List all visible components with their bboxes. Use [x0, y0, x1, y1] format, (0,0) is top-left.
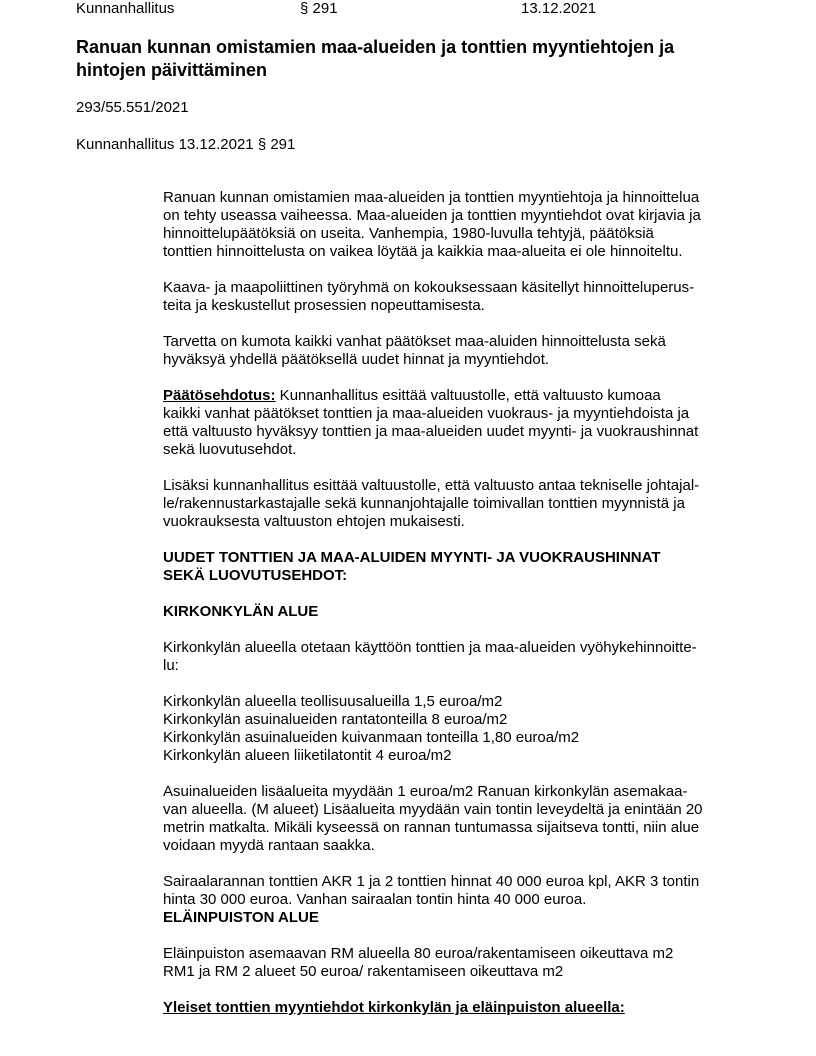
- title-line: hintojen päivittäminen: [76, 60, 268, 80]
- text-line: Tarvetta on kumota kaikki vanhat päätökset maa-aluiden hinnoittelusta sekä: [163, 333, 666, 350]
- text-line: [163, 387, 763, 405]
- text-line: on tehty useassa vaiheessa. Maa-alueiden ja tonttien myyntiehdot ovat kirjavia ja: [163, 207, 701, 224]
- paragraph-zoo-area: [163, 945, 763, 981]
- header-date: 13.12.2021: [521, 0, 597, 17]
- text-line: tonttien hinnoittelusta on vaikea löytää ja kaikkia maa-alueita ei ole hinnoiteltu.: [163, 243, 683, 260]
- text-line: sekä luovutusehdot.: [163, 441, 297, 458]
- paragraph-need: [163, 333, 763, 369]
- text-line: Eläinpuiston asemaavan RM alueella 80 euroa/rakentamiseen oikeuttava m2: [163, 945, 674, 962]
- section-heading-kirkonkyla: KIRKONKYLÄN ALUE: [163, 603, 319, 620]
- meeting-reference: Kunnanhallitus 13.12.2021 § 291: [76, 136, 296, 153]
- proposal-label: Päätösehdotus:: [163, 387, 276, 404]
- text-line: kaikki vanhat päätökset tonttien ja maa-alueiden vuokraus- ja myyntiehdoista ja: [163, 405, 690, 422]
- price-item: Kirkonkylän alueen liiketilatontit 4 euroa/m2: [163, 747, 452, 764]
- paragraph-additional-areas: [163, 783, 763, 855]
- paragraph-working-group: [163, 279, 763, 315]
- paragraph-proposal: [163, 387, 763, 459]
- price-list: [163, 693, 763, 765]
- section-heading-elainpuisto: ELÄINPUISTON ALUE: [163, 909, 319, 926]
- document-body: [163, 189, 763, 1017]
- text-line: RM1 ja RM 2 alueet 50 euroa/ rakentamiseen oikeuttava m2: [163, 963, 564, 980]
- paragraph-hospital-plots: [163, 873, 763, 909]
- text-line: Kaava- ja maapoliittinen työryhmä on kokouksessaan käsitellyt hinnoitteluperus-: [163, 279, 695, 296]
- text-line: Sairaalarannan tonttien AKR 1 ja 2 tonttien hinnat 40 000 euroa kpl, AKR 3 tontin: [163, 873, 700, 890]
- price-item: Kirkonkylän asuinalueiden kuivanmaan tonteilla 1,80 euroa/m2: [163, 729, 580, 746]
- text-line: hinnoittelupäätöksiä on useita. Vanhempia, 1980-luvulla tehtyjä, päätöksiä: [163, 225, 654, 242]
- proposal-first-line: Kunnanhallitus esittää valtuustolle, että valtuusto kumoaa: [275, 387, 661, 404]
- price-item: Kirkonkylän asuinalueiden rantatonteilla 8 euroa/m2: [163, 711, 508, 728]
- paragraph-zoning: [163, 639, 763, 675]
- paragraph-background: [163, 189, 763, 261]
- text-line: Lisäksi kunnanhallitus esittää valtuustolle, että valtuusto antaa tekniselle johtajal-: [163, 477, 700, 494]
- header-body: Kunnanhallitus: [76, 0, 175, 17]
- text-line: hyväksyä yhdellä päätöksellä uudet hinnat ja myyntiehdot.: [163, 351, 550, 368]
- text-line: Kirkonkylän alueella otetaan käyttöön tonttien ja maa-alueiden vyöhykehinnoitte-: [163, 639, 697, 656]
- reference-number: 293/55.551/2021: [76, 99, 189, 116]
- header-section: § 291: [300, 0, 338, 17]
- text-line: Ranuan kunnan omistamien maa-alueiden ja tonttien myyntiehtoja ja hinnoittelua: [163, 189, 700, 206]
- text-line: että valtuusto hyväksyy tonttien ja maa-alueiden uudet myynti- ja vuokraushinnat: [163, 423, 699, 440]
- text-line: teita ja keskustellut prosessien nopeuttamisesta.: [163, 297, 485, 314]
- text-line: le/rakennustarkastajalle sekä kunnanjohtajalle toimivallan tonttien myynnistä ja: [163, 495, 685, 512]
- section-heading-general-terms: Yleiset tonttien myyntiehdot kirkonkylän ja eläinpuiston alueella:: [163, 999, 625, 1016]
- text-line: hinta 30 000 euroa. Vanhan sairaalan tontin hinta 40 000 euroa.: [163, 891, 587, 908]
- paragraph-authority: [163, 477, 763, 531]
- text-line: UUDET TONTTIEN JA MAA-ALUIDEN MYYNTI- JA VUOKRAUSHINNAT: [163, 549, 661, 566]
- text-line: Asuinalueiden lisäalueita myydään 1 euroa/m2 Ranuan kirkonkylän asemakaa-: [163, 783, 688, 800]
- page-title: [76, 36, 674, 82]
- text-line: SEKÄ LUOVUTUSEHDOT:: [163, 567, 348, 584]
- text-line: metrin matkalta. Mikäli kyseessä on rannan tuntumassa sijaitseva tontti, niin alue: [163, 819, 700, 836]
- text-line: voidaan myydä rantaan saakka.: [163, 837, 375, 854]
- text-line: van alueella. (M alueet) Lisäalueita myydään vain tontin leveydeltä ja enintään 20: [163, 801, 703, 818]
- text-line: lu:: [163, 657, 179, 674]
- section-heading-prices: [163, 549, 763, 585]
- price-item: Kirkonkylän alueella teollisuusalueilla 1,5 euroa/m2: [163, 693, 503, 710]
- text-line: vuokrauksesta valtuuston ehtojen mukaisesti.: [163, 513, 465, 530]
- title-line: Ranuan kunnan omistamien maa-alueiden ja tonttien myyntiehtojen ja: [76, 37, 675, 57]
